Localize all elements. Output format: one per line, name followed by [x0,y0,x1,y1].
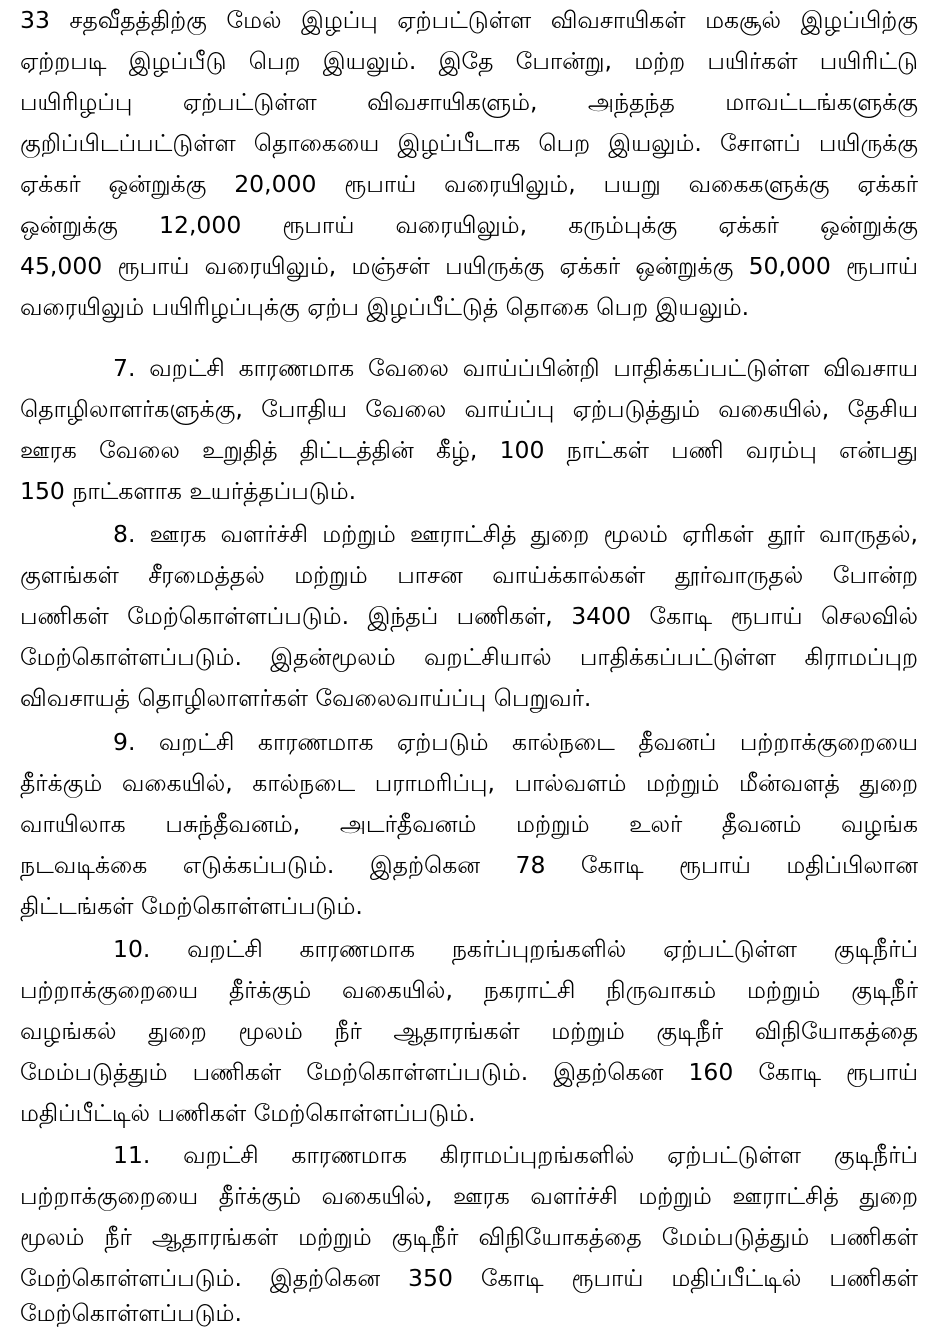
text-line: தீர்க்கும் வகையில், கால்நடை பராமரிப்பு, பால்வளம் மற்றும் மீன்வளத் துறை [20,769,918,797]
text-line: 9. வறட்சி காரணமாக ஏற்படும் கால்நடை தீவனப் பற்றாக்குறையை [113,728,918,756]
text-line: 33 சதவீதத்திற்கு மேல் இழப்பு ஏற்பட்டுள்ள விவசாயிகள் மகசூல் இழப்பிற்கு [20,6,918,34]
text-line: ஊரக வேலை உறுதித் திட்டத்தின் கீழ், 100 நாட்கள் பணி வரம்பு என்பது [20,436,918,464]
text-line: 150 நாட்களாக உயர்த்தப்படும். [20,477,357,505]
text-line: தொழிலாளர்களுக்கு, போதிய வேலை வாய்ப்பு ஏற்படுத்தும் வகையில், தேசிய [20,395,918,423]
text-line: விவசாயத் தொழிலாளர்கள் வேலைவாய்ப்பு பெறுவர். [20,684,592,712]
text-line: மூலம் நீர் ஆதாரங்கள் மற்றும் குடிநீர் விநியோகத்தை மேம்படுத்தும் பணிகள் [20,1223,918,1251]
text-line: 8. ஊரக வளர்ச்சி மற்றும் ஊராட்சித் துறை மூலம் ஏரிகள் தூர் வாருதல், [113,520,918,548]
text-line: பயிரிழப்பு ஏற்பட்டுள்ள விவசாயிகளும், அந்தந்த மாவட்டங்களுக்கு [20,88,918,116]
text-line: ஏற்றபடி இழப்பீடு பெற இயலும். இதே போன்று, மற்ற பயிர்கள் பயிரிட்டு [20,47,918,75]
text-line: பற்றாக்குறையை தீர்க்கும் வகையில், நகராட்சி நிருவாகம் மற்றும் குடிநீர் [20,976,918,1004]
text-line: வரையிலும் பயிரிழப்புக்கு ஏற்ப இழப்பீட்டுத் தொகை பெற இயலும். [20,293,750,321]
text-line: பற்றாக்குறையை தீர்க்கும் வகையில், ஊரக வளர்ச்சி மற்றும் ஊராட்சித் துறை [20,1182,918,1210]
text-line: திட்டங்கள் மேற்கொள்ளப்படும். [20,892,363,920]
text-line: மேற்கொள்ளப்படும். இதன்மூலம் வறட்சியால் பாதிக்கப்பட்டுள்ள கிராமப்புற [20,643,918,671]
text-line: வழங்கல் துறை மூலம் நீர் ஆதாரங்கள் மற்றும் குடிநீர் விநியோகத்தை [20,1017,918,1045]
text-line: பணிகள் மேற்கொள்ளப்படும். இந்தப் பணிகள், 3400 கோடி ரூபாய் செலவில் [20,602,918,630]
text-line: 7. வறட்சி காரணமாக வேலை வாய்ப்பின்றி பாதிக்கப்பட்டுள்ள விவசாய [113,354,918,382]
text-line: வாயிலாக பசுந்தீவனம், அடர்தீவனம் மற்றும் உலர் தீவனம் வழங்க [20,810,918,838]
text-line: நடவடிக்கை எடுக்கப்படும். இதற்கென 78 கோடி ரூபாய் மதிப்பிலான [20,851,918,879]
text-line: குறிப்பிடப்பட்டுள்ள தொகையை இழப்பீடாக பெற இயலும். சோளப் பயிருக்கு [20,129,918,157]
text-line: ஒன்றுக்கு 12,000 ரூபாய் வரையிலும், கரும்புக்கு ஏக்கர் ஒன்றுக்கு [20,211,918,239]
text-line: குளங்கள் சீரமைத்தல் மற்றும் பாசன வாய்க்கால்கள் தூர்வாருதல் போன்ற [20,561,918,589]
text-line: மேம்படுத்தும் பணிகள் மேற்கொள்ளப்படும். இதற்கென 160 கோடி ரூபாய் [20,1058,918,1086]
text-line: மதிப்பீட்டில் பணிகள் மேற்கொள்ளப்படும். [20,1099,476,1127]
text-line: மேற்கொள்ளப்படும். இதற்கென 350 கோடி ரூபாய் மதிப்பீட்டில் பணிகள் [20,1264,918,1292]
text-line: 10. வறட்சி காரணமாக நகர்ப்புறங்களில் ஏற்பட்டுள்ள குடிநீர்ப் [113,935,918,963]
text-line: ஏக்கர் ஒன்றுக்கு 20,000 ரூபாய் வரையிலும், பயறு வகைகளுக்கு ஏக்கர் [20,170,918,198]
text-line: 45,000 ரூபாய் வரையிலும், மஞ்சள் பயிருக்கு ஏக்கர் ஒன்றுக்கு 50,000 ரூபாய் [20,252,918,280]
text-line: 11. வறட்சி காரணமாக கிராமப்புறங்களில் ஏற்பட்டுள்ள குடிநீர்ப் [113,1141,918,1169]
text-line: மேற்கொள்ளப்படும். [20,1299,242,1327]
